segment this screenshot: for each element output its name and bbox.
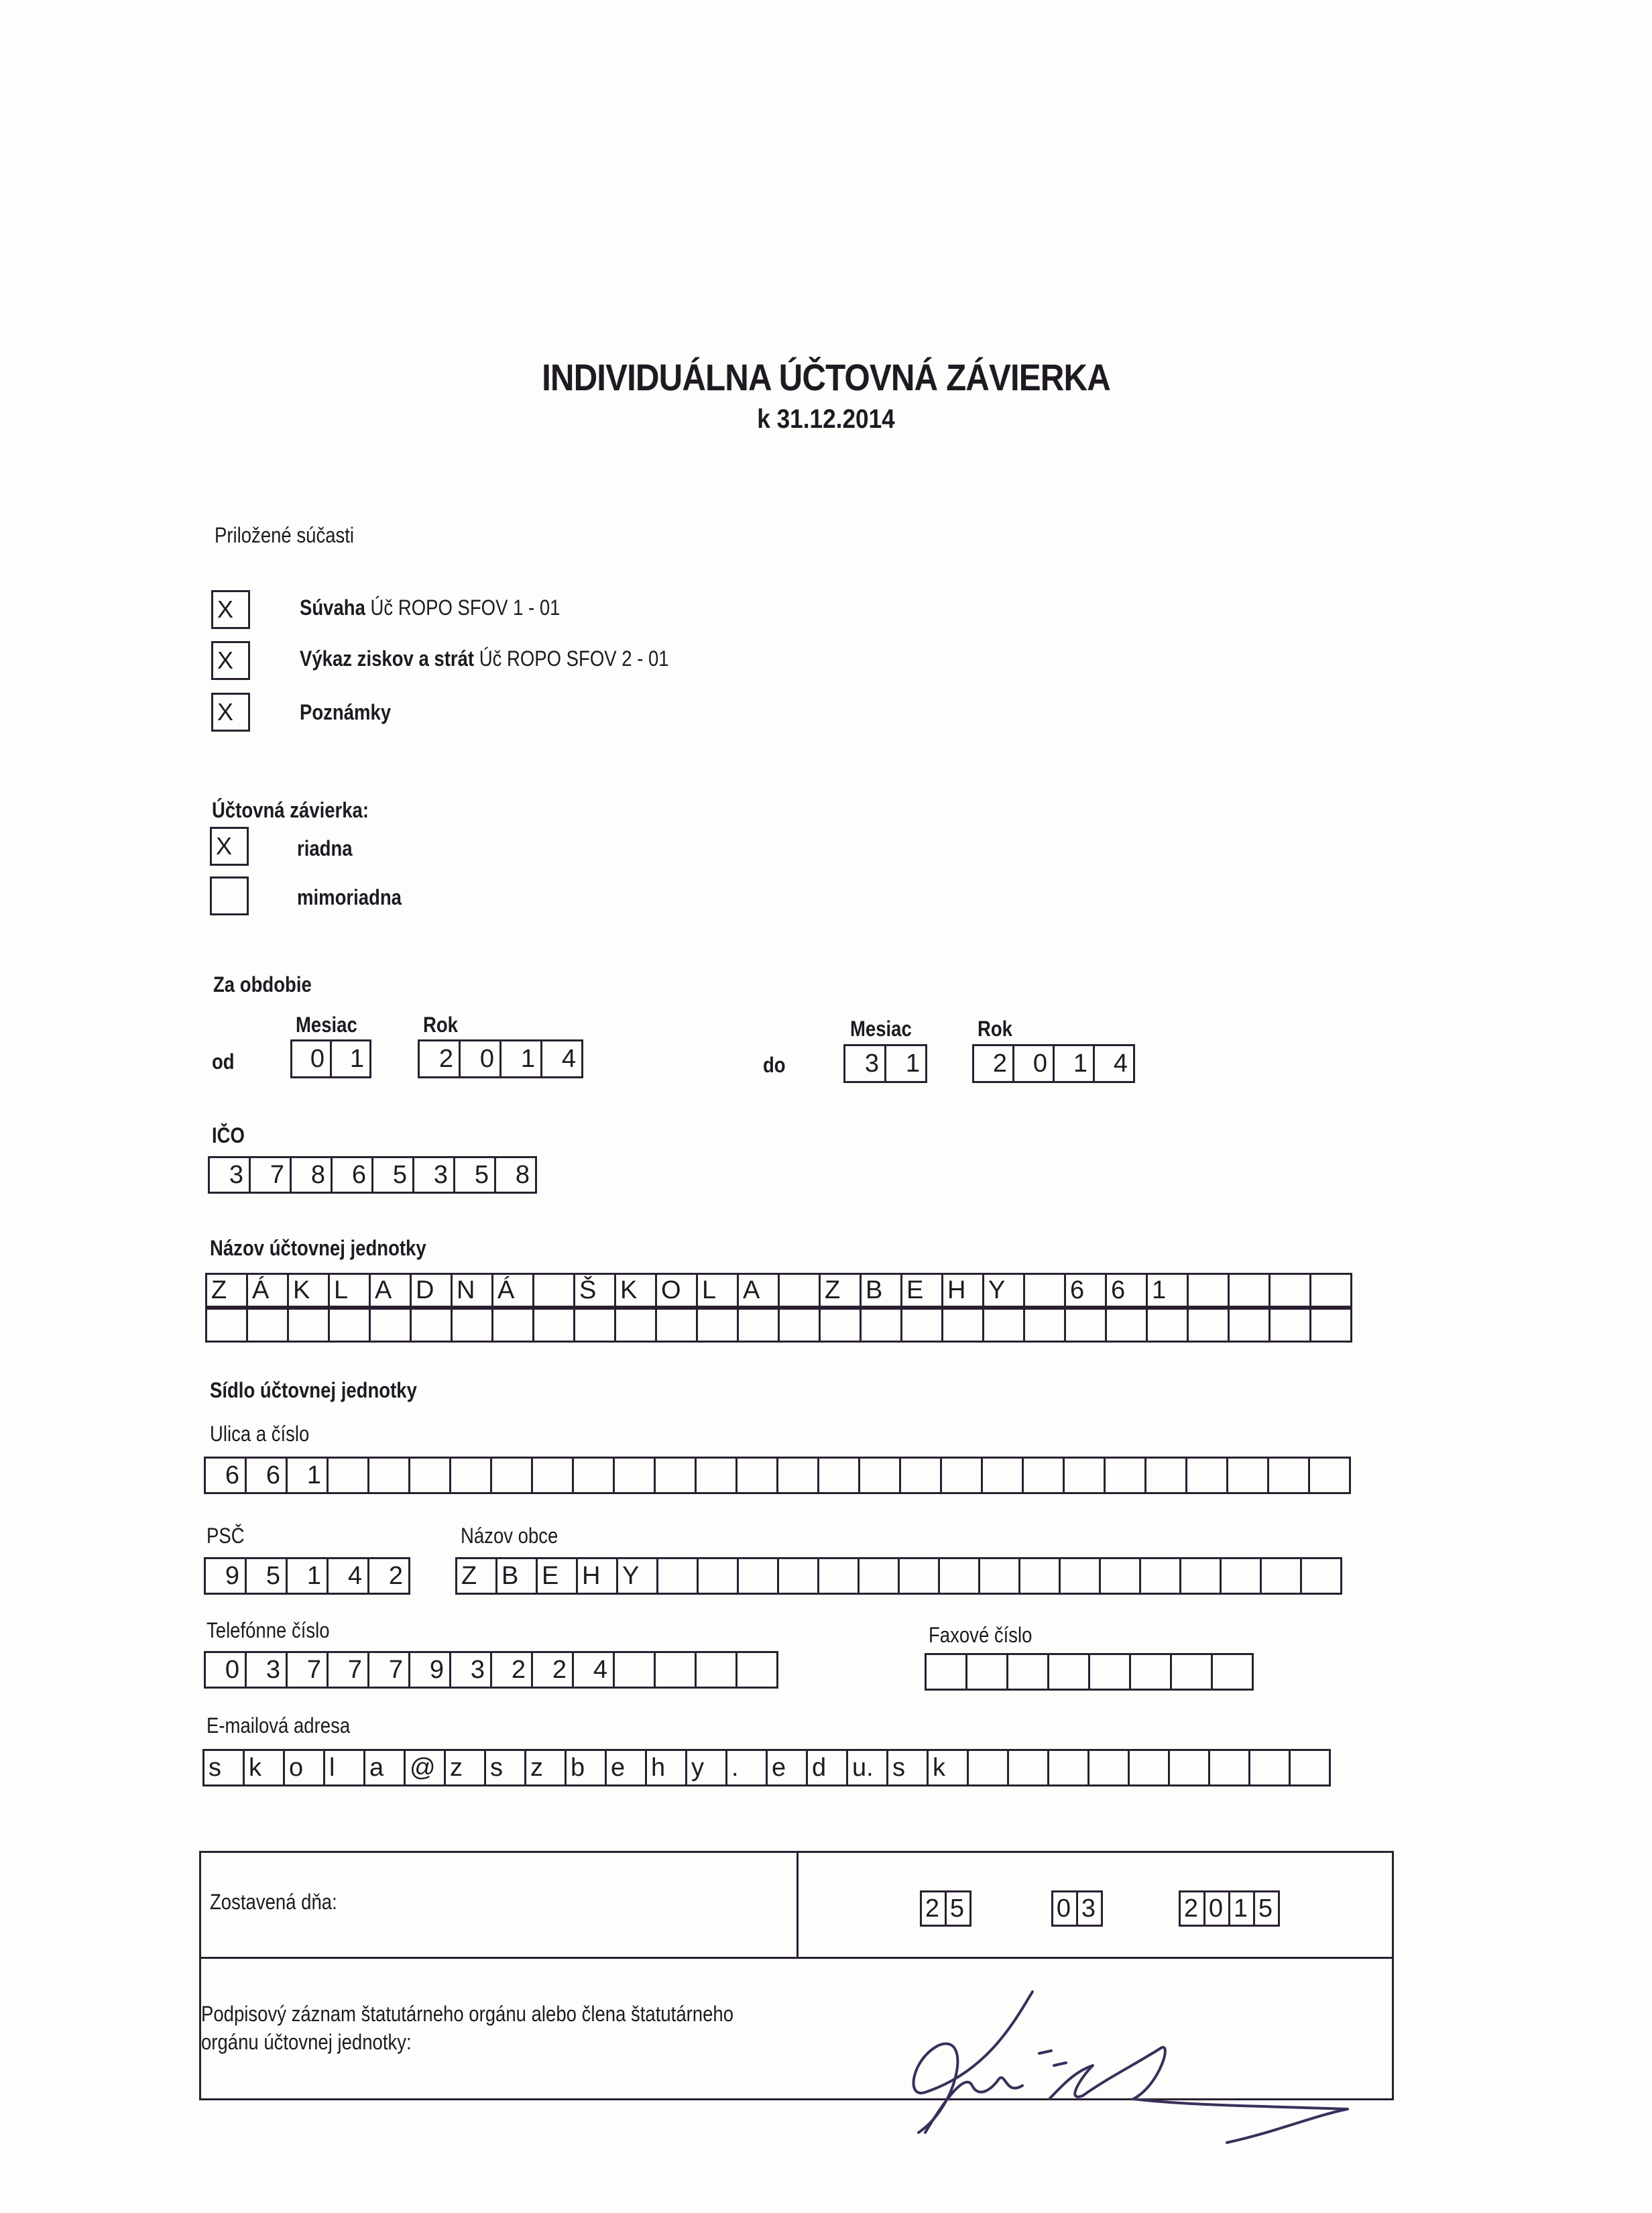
char-cell[interactable]: H [941, 1273, 984, 1308]
char-cell[interactable] [1309, 1273, 1352, 1308]
char-cell[interactable] [817, 1457, 860, 1494]
char-cell[interactable]: Z [819, 1273, 862, 1308]
page-title: INDIVIDUÁLNA ÚČTOVNÁ ZÁVIERKA [542, 356, 1110, 398]
char-cell[interactable] [696, 1308, 739, 1343]
char-cell[interactable]: 0 [290, 1039, 332, 1078]
char-cell[interactable]: 3 [208, 1156, 251, 1194]
city-field[interactable] [455, 1557, 1342, 1595]
attachments-label: Priložené súčasti [215, 523, 355, 547]
char-cell[interactable] [858, 1557, 900, 1595]
char-cell[interactable] [656, 1557, 699, 1595]
char-cell[interactable] [1087, 1749, 1130, 1786]
char-cell[interactable] [1268, 1308, 1311, 1343]
char-cell[interactable] [613, 1651, 656, 1689]
char-cell[interactable]: y [685, 1749, 727, 1786]
char-cell[interactable] [938, 1557, 980, 1595]
char-cell[interactable]: 2 [920, 1890, 947, 1927]
char-cell[interactable]: 6 [331, 1156, 373, 1194]
char-cell[interactable]: o [283, 1749, 325, 1786]
attachment-vykaz-label: Výkaz ziskov a strát Úč ROPO SFOV 2 - 01 [300, 646, 669, 671]
ico-label: IČO [212, 1123, 245, 1147]
char-cell[interactable]: Y [616, 1557, 658, 1595]
char-cell[interactable] [735, 1651, 778, 1689]
signature-scribble [878, 1972, 1388, 2146]
char-cell[interactable]: 5 [453, 1156, 496, 1194]
char-cell[interactable] [1129, 1653, 1172, 1691]
char-cell[interactable]: e [766, 1749, 808, 1786]
char-cell[interactable] [941, 1308, 984, 1343]
char-cell[interactable]: 5 [1253, 1890, 1280, 1927]
char-cell[interactable]: u. [846, 1749, 888, 1786]
char-cell[interactable] [408, 1457, 451, 1494]
char-cell[interactable] [1168, 1749, 1210, 1786]
char-cell[interactable]: e [605, 1749, 647, 1786]
compiled-day-field[interactable] [920, 1890, 971, 1927]
closing-label: Účtovná závierka: [212, 798, 369, 822]
char-cell[interactable] [817, 1557, 860, 1595]
char-cell[interactable]: 0 [204, 1651, 247, 1689]
char-cell[interactable] [982, 1308, 1025, 1343]
char-cell[interactable]: 3 [1076, 1890, 1103, 1927]
char-cell[interactable]: Š [573, 1273, 616, 1308]
to-year-field[interactable] [972, 1044, 1135, 1083]
char-cell[interactable] [1260, 1557, 1302, 1595]
char-cell[interactable] [205, 1308, 248, 1343]
char-cell[interactable] [532, 1308, 575, 1343]
char-cell[interactable] [572, 1457, 615, 1494]
entity-name-row1[interactable] [205, 1273, 1352, 1308]
char-cell[interactable] [654, 1457, 697, 1494]
char-cell[interactable]: 5 [371, 1156, 414, 1194]
entity-name-label: Názov účtovnej jednotky [210, 1236, 426, 1260]
char-cell[interactable] [1018, 1557, 1061, 1595]
char-cell[interactable] [1268, 1273, 1311, 1308]
char-cell[interactable] [1146, 1308, 1189, 1343]
char-cell[interactable] [1187, 1308, 1230, 1343]
char-cell[interactable] [1211, 1653, 1254, 1691]
char-cell[interactable]: 6 [245, 1457, 288, 1494]
signature-label-line2: orgánu účtovnej jednotky: [201, 2030, 412, 2054]
char-cell[interactable] [1228, 1273, 1271, 1308]
from-month-label: Mesiac [296, 1013, 357, 1037]
char-cell[interactable] [1007, 1749, 1049, 1786]
page-subtitle: k 31.12.2014 [757, 404, 895, 434]
char-cell[interactable]: E [900, 1273, 943, 1308]
char-cell[interactable]: k [243, 1749, 285, 1786]
char-cell[interactable] [449, 1457, 492, 1494]
from-month-field[interactable] [290, 1039, 371, 1078]
char-cell[interactable] [451, 1308, 493, 1343]
char-cell[interactable]: l [323, 1749, 365, 1786]
char-cell[interactable] [737, 1308, 780, 1343]
city-label: Názov obce [461, 1524, 558, 1548]
char-cell[interactable]: 6 [1064, 1273, 1107, 1308]
char-cell[interactable] [1170, 1653, 1213, 1691]
char-cell[interactable]: L [696, 1273, 739, 1308]
char-cell[interactable] [1047, 1749, 1089, 1786]
ico-field[interactable] [208, 1156, 537, 1194]
char-cell[interactable]: Z [455, 1557, 497, 1595]
char-cell[interactable] [1139, 1557, 1181, 1595]
to-month-label: Mesiac [850, 1017, 912, 1041]
char-cell[interactable]: A [369, 1273, 412, 1308]
char-cell[interactable] [1248, 1749, 1291, 1786]
char-cell[interactable] [697, 1557, 739, 1595]
char-cell[interactable] [1208, 1749, 1250, 1786]
char-cell[interactable]: L [328, 1273, 371, 1308]
char-cell[interactable]: 7 [327, 1651, 369, 1689]
char-cell[interactable]: N [451, 1273, 493, 1308]
char-cell[interactable]: 7 [249, 1156, 292, 1194]
char-cell[interactable]: z [524, 1749, 567, 1786]
char-cell[interactable]: Á [246, 1273, 289, 1308]
char-cell[interactable]: b [565, 1749, 607, 1786]
char-cell[interactable]: 3 [412, 1156, 455, 1194]
char-cell[interactable]: 0 [1012, 1044, 1055, 1083]
char-cell[interactable]: 6 [1105, 1273, 1148, 1308]
char-cell[interactable] [1047, 1653, 1090, 1691]
char-cell[interactable] [614, 1308, 657, 1343]
char-cell[interactable] [1289, 1749, 1331, 1786]
char-cell[interactable]: Á [491, 1273, 534, 1308]
char-cell[interactable] [1309, 1308, 1352, 1343]
char-cell[interactable]: 5 [945, 1890, 971, 1927]
char-cell[interactable]: 9 [408, 1651, 451, 1689]
char-cell[interactable]: 3 [449, 1651, 492, 1689]
char-cell[interactable] [246, 1308, 289, 1343]
street-field[interactable] [204, 1457, 1351, 1494]
char-cell[interactable]: K [614, 1273, 657, 1308]
char-cell[interactable] [858, 1457, 901, 1494]
char-cell[interactable] [965, 1653, 1008, 1691]
char-cell[interactable] [1022, 1457, 1065, 1494]
char-cell[interactable]: K [287, 1273, 330, 1308]
period-label: Za obdobie [213, 972, 312, 997]
char-cell[interactable] [1267, 1457, 1310, 1494]
fax-field[interactable] [925, 1653, 1254, 1691]
char-cell[interactable] [1088, 1653, 1131, 1691]
char-cell[interactable] [1128, 1749, 1170, 1786]
char-cell[interactable] [978, 1557, 1020, 1595]
entity-name-row2[interactable] [205, 1308, 1352, 1343]
char-cell[interactable]: 1 [330, 1039, 371, 1078]
char-cell[interactable] [1064, 1308, 1107, 1343]
signature-label-line1: Podpisový záznam štatutárneho orgánu alebo člena štatutárneho [201, 2002, 734, 2026]
char-cell[interactable]: Z [205, 1273, 248, 1308]
char-cell[interactable] [490, 1457, 533, 1494]
char-cell[interactable]: @ [404, 1749, 446, 1786]
char-cell[interactable]: 2 [367, 1557, 410, 1595]
fax-label: Faxové číslo [929, 1623, 1032, 1647]
char-cell[interactable] [491, 1308, 534, 1343]
char-cell[interactable]: 0 [1203, 1890, 1230, 1927]
char-cell[interactable] [1220, 1557, 1262, 1595]
to-year-label: Rok [978, 1017, 1012, 1041]
char-cell[interactable]: 2 [490, 1651, 533, 1689]
street-label: Ulica a číslo [210, 1422, 310, 1446]
compiled-year-field[interactable] [1179, 1890, 1280, 1927]
char-cell[interactable]: 8 [290, 1156, 333, 1194]
char-cell[interactable] [981, 1457, 1024, 1494]
char-cell[interactable] [925, 1653, 967, 1691]
to-month-field[interactable] [843, 1044, 927, 1083]
char-cell[interactable]: d [806, 1749, 848, 1786]
char-cell[interactable]: 8 [494, 1156, 537, 1194]
checkbox-vykaz[interactable]: X [211, 641, 250, 680]
char-cell[interactable] [1023, 1308, 1066, 1343]
char-cell[interactable] [1144, 1457, 1187, 1494]
char-cell[interactable]: 4 [327, 1557, 369, 1595]
char-cell[interactable] [531, 1457, 574, 1494]
checkbox-riadna[interactable]: X [210, 827, 249, 866]
char-cell[interactable]: 2 [418, 1039, 461, 1078]
attachment-poznamky-label: Poznámky [300, 700, 392, 724]
char-cell[interactable] [1006, 1653, 1049, 1691]
char-cell[interactable] [695, 1651, 738, 1689]
char-cell[interactable] [654, 1651, 697, 1689]
char-cell[interactable] [369, 1308, 412, 1343]
char-cell[interactable]: 4 [572, 1651, 615, 1689]
char-cell[interactable] [573, 1308, 616, 1343]
char-cell[interactable] [1059, 1557, 1101, 1595]
checkbox-mimoriadna[interactable] [210, 876, 249, 915]
char-cell[interactable] [1105, 1308, 1148, 1343]
char-cell[interactable] [410, 1308, 453, 1343]
option-riadna-label: riadna [297, 836, 353, 860]
char-cell[interactable]: Y [982, 1273, 1025, 1308]
footer-divider-vertical [796, 1852, 799, 1957]
char-cell[interactable]: 2 [1179, 1890, 1205, 1927]
char-cell[interactable]: O [655, 1273, 698, 1308]
attachment-suvaha-label: Súvaha Úč ROPO SFOV 1 - 01 [300, 595, 560, 620]
char-cell[interactable] [1228, 1308, 1271, 1343]
char-cell[interactable] [1104, 1457, 1146, 1494]
char-cell[interactable] [1300, 1557, 1342, 1595]
footer-divider-horizontal [200, 1957, 1393, 1959]
char-cell[interactable]: D [410, 1273, 453, 1308]
char-cell[interactable] [776, 1457, 819, 1494]
char-cell[interactable]: 0 [1051, 1890, 1078, 1927]
char-cell[interactable] [735, 1457, 778, 1494]
char-cell[interactable] [940, 1457, 983, 1494]
char-cell[interactable] [655, 1308, 698, 1343]
char-cell[interactable] [1187, 1273, 1230, 1308]
char-cell[interactable]: 2 [972, 1044, 1014, 1083]
char-cell[interactable]: 0 [459, 1039, 501, 1078]
char-cell[interactable]: 6 [204, 1457, 247, 1494]
char-cell[interactable] [1226, 1457, 1269, 1494]
char-cell[interactable]: k [927, 1749, 969, 1786]
char-cell[interactable]: z [444, 1749, 486, 1786]
char-cell[interactable] [1185, 1457, 1228, 1494]
phone-field[interactable] [204, 1651, 778, 1689]
phone-label: Telefónne číslo [206, 1618, 330, 1642]
checkbox-poznamky[interactable]: X [211, 693, 250, 732]
char-cell[interactable] [778, 1308, 821, 1343]
char-cell[interactable]: s [202, 1749, 245, 1786]
char-cell[interactable] [900, 1308, 943, 1343]
char-cell[interactable]: s [886, 1749, 929, 1786]
char-cell[interactable] [737, 1557, 779, 1595]
char-cell[interactable] [778, 1273, 821, 1308]
char-cell[interactable] [967, 1749, 1009, 1786]
char-cell[interactable] [819, 1308, 862, 1343]
email-label: E-mailová adresa [206, 1713, 351, 1738]
char-cell[interactable]: A [737, 1273, 780, 1308]
char-cell[interactable]: H [576, 1557, 618, 1595]
char-cell[interactable]: E [536, 1557, 578, 1595]
char-cell[interactable]: 4 [540, 1039, 583, 1078]
char-cell[interactable] [613, 1457, 656, 1494]
char-cell[interactable] [328, 1308, 371, 1343]
psc-field[interactable] [204, 1557, 410, 1595]
char-cell[interactable] [1179, 1557, 1222, 1595]
char-cell[interactable]: 1 [1146, 1273, 1189, 1308]
char-cell[interactable]: 3 [843, 1044, 886, 1083]
email-field[interactable] [202, 1749, 1331, 1786]
char-cell[interactable]: 7 [286, 1651, 329, 1689]
char-cell[interactable]: 1 [1053, 1044, 1095, 1083]
char-cell[interactable]: 4 [1093, 1044, 1135, 1083]
to-label: do [763, 1053, 786, 1077]
char-cell[interactable]: 7 [367, 1651, 410, 1689]
char-cell[interactable]: s [484, 1749, 526, 1786]
char-cell[interactable] [898, 1557, 940, 1595]
char-cell[interactable]: 5 [245, 1557, 288, 1595]
char-cell[interactable] [367, 1457, 410, 1494]
char-cell[interactable] [1099, 1557, 1141, 1595]
char-cell[interactable]: B [495, 1557, 538, 1595]
char-cell[interactable] [1063, 1457, 1106, 1494]
char-cell[interactable]: a [363, 1749, 406, 1786]
compiled-month-field[interactable] [1051, 1890, 1103, 1927]
char-cell[interactable]: 9 [204, 1557, 247, 1595]
char-cell[interactable] [899, 1457, 942, 1494]
char-cell[interactable]: 1 [286, 1457, 329, 1494]
char-cell[interactable]: 1 [499, 1039, 542, 1078]
from-label: od [212, 1049, 235, 1074]
char-cell[interactable]: 1 [1228, 1890, 1255, 1927]
from-year-label: Rok [423, 1013, 458, 1037]
compiled-label: Zostavená dňa: [210, 1890, 337, 1914]
option-mimoriadna-label: mimoriadna [297, 885, 402, 909]
char-cell[interactable]: . [725, 1749, 768, 1786]
char-cell[interactable] [287, 1308, 330, 1343]
char-cell[interactable] [777, 1557, 819, 1595]
char-cell[interactable] [1308, 1457, 1351, 1494]
char-cell[interactable]: 1 [884, 1044, 927, 1083]
from-year-field[interactable] [418, 1039, 583, 1078]
char-cell[interactable] [695, 1457, 738, 1494]
psc-label: PSČ [206, 1524, 245, 1548]
char-cell[interactable]: 1 [286, 1557, 329, 1595]
char-cell[interactable] [327, 1457, 369, 1494]
char-cell[interactable]: B [860, 1273, 902, 1308]
seat-label: Sídlo účtovnej jednotky [210, 1378, 417, 1402]
char-cell[interactable] [860, 1308, 902, 1343]
char-cell[interactable]: 3 [245, 1651, 288, 1689]
char-cell[interactable]: 2 [531, 1651, 574, 1689]
char-cell[interactable] [532, 1273, 575, 1308]
char-cell[interactable]: h [645, 1749, 687, 1786]
checkbox-suvaha[interactable]: X [211, 590, 250, 629]
char-cell[interactable] [1023, 1273, 1066, 1308]
